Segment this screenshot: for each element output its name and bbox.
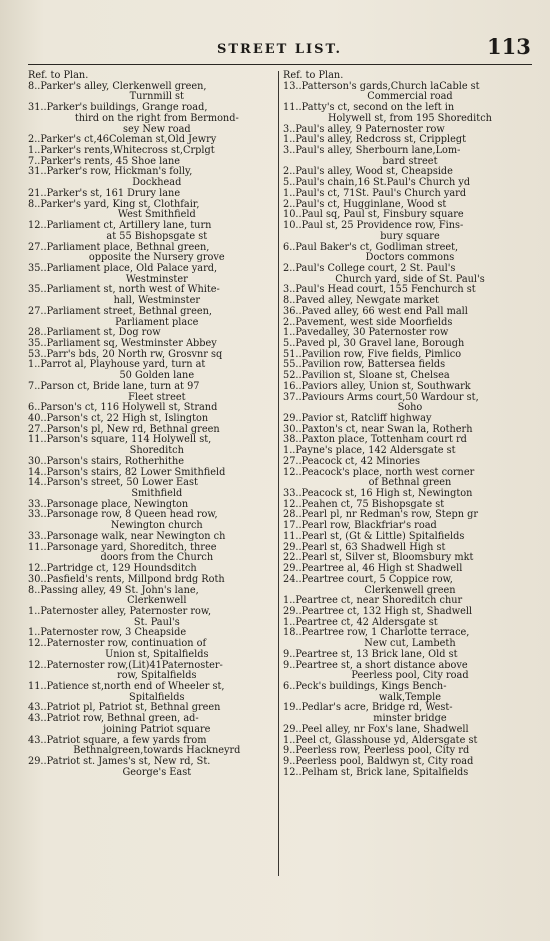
street-entry-continuation: hall, Westminster — [113, 294, 200, 307]
street-entry-text: 53..Parr's bds, 20 North rw, Grosvnr sq — [28, 347, 223, 360]
street-entry — [283, 242, 524, 263]
street-entry-text: 35..Parliament place, Old Palace yard, — [28, 261, 218, 274]
street-entry-continuation: Bethnalgreen,towards Hackneyrd — [73, 744, 241, 757]
street-entry-text: 40..Parson's ct, 22 High st, Islington — [28, 412, 209, 424]
street-entry — [283, 660, 524, 681]
street-entry-continuation: Doctors commons — [365, 251, 455, 264]
street-entry-text: 2..Paul's College court, 2 St. Paul's — [283, 261, 456, 274]
street-entry-continuation: bury square — [380, 229, 440, 242]
street-entry-continuation: bard street — [382, 154, 438, 167]
street-entry-text: 27..Peacock ct, 42 Minories — [283, 454, 420, 467]
street-entry-text: 43..Patriot pl, Patriot st, Bethnal green — [28, 701, 221, 714]
street-entry-text: 1..Paul's alley, Redcross st, Cripplegt — [283, 133, 467, 146]
street-entry-text: 6..Parson's ct, 116 Holywell st, Strand — [28, 401, 218, 414]
street-entry-text: 11..Patty's ct, second on the left in — [283, 101, 455, 114]
street-entry-text: 11..Patience st,north end of Wheeler st, — [28, 679, 225, 692]
street-entry-text: 3..Paul's alley, 9 Paternoster row — [283, 122, 445, 135]
street-entry-text: 51..Pavilion row, Five fields, Pimlico — [283, 347, 462, 360]
header-rule — [28, 64, 532, 65]
street-entry-continuation: St. Paul's — [133, 615, 180, 628]
street-entry-text: 2..Pavement, west side Moorfields — [283, 315, 453, 328]
street-entry-text: 14..Parson's stairs, 82 Lower Smithfield — [28, 465, 226, 478]
street-entry — [28, 199, 273, 220]
street-entry — [28, 660, 273, 681]
street-entry-text: 1..Parker's rents,Whitecross st,Crplgt — [28, 144, 215, 157]
street-entry-text: 7..Parson ct, Bride lane, turn at 97 — [28, 379, 200, 392]
street-entry — [283, 81, 524, 102]
street-entry-text: 29..Pavior st, Ratcliff highway — [283, 412, 432, 424]
street-entry-text: 29..Peartree al, 46 High st Shadwell — [283, 562, 463, 575]
street-entry-text: 12..Peacock's place, north west corner — [283, 465, 475, 478]
street-entry-text: 8..Parker's yard, King st, Clothfair, — [28, 197, 200, 210]
street-entry-text: 8..Parker's alley, Clerkenwell green, — [28, 79, 207, 92]
street-entry-text: 11..Parsonage yard, Shoreditch, three — [28, 540, 217, 553]
street-entry-text: 2..Paul's alley, Wood st, Cheapside — [283, 165, 453, 178]
street-entry-text: 1..Peel ct, Glasshouse yd, Aldersgate st — [283, 733, 478, 746]
column-divider — [278, 71, 279, 876]
street-entry — [283, 681, 524, 702]
street-entry-text: 28..Pearl pl, nr Redman's row, Stepn gr — [283, 508, 478, 521]
street-entry-text: 14..Parson's street, 50 Lower East — [28, 476, 198, 489]
street-entry-text: 36..Paved alley, 66 west end Pall mall — [283, 304, 468, 317]
street-entry — [28, 477, 273, 498]
street-entry-text: 35..Parliament st, north west of White- — [28, 283, 220, 296]
street-entry-text: 9..Peerless pool, Baldwyn st, City road — [283, 755, 474, 767]
street-entry-text: 28..Parliament st, Dog row — [28, 326, 161, 339]
page-number: 113 — [487, 34, 531, 59]
street-entry-text: 11..Parson's square, 114 Holywell st, — [28, 433, 212, 446]
street-entry-text: 3..Paul's Head court, 155 Fenchurch st — [283, 283, 476, 296]
street-entry-text: 3..Paul's alley, Sherbourn lane,Lom- — [283, 144, 461, 157]
street-entry-text: 55..Pavilion row, Battersea fields — [283, 358, 446, 371]
street-entry — [283, 392, 524, 413]
street-entry-continuation: joining Patriot square — [103, 722, 211, 735]
street-entry-continuation: New cut, Lambeth — [364, 637, 456, 650]
street-entry-continuation: third on the right from Bermond- sey New road — [74, 111, 239, 135]
street-entry-text: 29..Pearl st, 63 Shadwell High st — [283, 540, 446, 553]
street-entry — [28, 242, 273, 263]
street-entry-text: 7..Parker's rents, 45 Shoe lane — [28, 154, 181, 167]
street-entry — [283, 767, 524, 778]
street-entry-continuation: Clerkenwell green — [364, 583, 456, 596]
street-entry-text: 1..Payne's place, 142 Aldersgate st — [283, 444, 456, 457]
street-entry-continuation: Holywell st, from 195 Shoreditch — [327, 111, 492, 124]
street-entry-text: 35..Parliament sq, Westminster Abbey — [28, 336, 217, 349]
street-entry — [28, 359, 273, 380]
street-entry — [283, 381, 524, 392]
street-entry-continuation: George's East — [122, 765, 192, 778]
street-entry-text: 6..Peck's buildings, Kings Bench- — [283, 679, 447, 692]
street-entry-text: 1..Paternoster row, 3 Cheapside — [28, 626, 187, 639]
street-entry-continuation: doors from the Church — [100, 551, 214, 564]
street-entry — [28, 606, 273, 627]
street-entry-text: 2..Parker's ct,46Coleman st,Old Jewry — [28, 133, 217, 146]
street-entry-text: 1..Peartree ct, near Shoreditch chur — [283, 594, 463, 607]
street-entry — [28, 735, 273, 756]
street-entry-text: 10..Paul st, 25 Providence row, Fins- — [283, 219, 464, 232]
street-entry-text: 11..Pearl st, (Gt & Little) Spitalfields — [283, 529, 465, 542]
street-entry-text: 33..Parsonage row, 8 Queen head row, — [28, 508, 218, 521]
street-entry-text: 16..Paviors alley, Union st, Southwark — [283, 379, 471, 392]
page-header — [0, 34, 550, 60]
street-entry-text: 37..Paviours Arms court,50 Wardour st, — [283, 390, 479, 403]
street-entry-text: 1..Paternoster alley, Paternoster row, — [28, 604, 212, 617]
street-entry — [28, 381, 273, 402]
street-entry-text: 12..Paternoster row, continuation of — [28, 637, 207, 650]
street-entry-text: 5..Paul's chain,16 St.Paul's Church yd — [283, 176, 471, 189]
street-entry-text: 9..Peerless row, Peerless pool, City rd — [283, 744, 470, 757]
street-entry-continuation: Clerkenwell — [127, 594, 187, 607]
street-entry-continuation: West Smithfield — [117, 208, 196, 221]
street-entry-text: 30..Paxton's ct, near Swan la, Rotherh — [283, 422, 473, 435]
street-entry — [28, 713, 273, 734]
street-entry-text: 12..Partridge ct, 129 Houndsditch — [28, 562, 197, 575]
street-entry-continuation: 50 Golden lane — [119, 369, 195, 382]
street-entry — [28, 638, 273, 659]
street-entry — [28, 263, 273, 284]
street-entry-text: 12..Pelham st, Brick lane, Spitalfields — [283, 765, 469, 778]
street-entry — [283, 574, 524, 595]
street-entry-text: 18..Peartree row, 1 Charlotte terrace, — [283, 626, 470, 639]
street-entry — [283, 263, 524, 284]
street-entry-continuation: Newington church — [110, 519, 203, 532]
street-entry-text: 17..Pearl row, Blackfriar's road — [283, 519, 437, 532]
left-column — [28, 70, 273, 777]
column-heading: Ref. to Plan. — [28, 69, 89, 81]
street-entry-text: 12..Paternoster row,(Lit)41Paternoster- — [28, 658, 223, 671]
street-entry — [28, 585, 273, 606]
street-entry — [28, 542, 273, 563]
street-entry-text: 9..Peartree st, 13 Brick lane, Old st — [283, 647, 458, 660]
street-entry — [283, 467, 524, 488]
street-entry-continuation: Commercial road — [367, 90, 453, 103]
street-entry — [28, 81, 273, 102]
street-entry-text: 1..Paul's ct, 71St. Paul's Church yard — [283, 186, 467, 199]
street-entry-continuation: row, Spitalfields — [117, 669, 197, 682]
street-entry-continuation: Smithfield — [131, 487, 183, 500]
street-entry-continuation: opposite the Nursery grove — [88, 251, 225, 264]
street-entry-text: 30..Parson's stairs, Rotherhithe — [28, 454, 184, 467]
street-entry-text: 12..Peahen ct, 75 Bishopsgate st — [283, 497, 445, 510]
street-entry — [283, 102, 524, 123]
street-entry-text: 1..Pavedalley, 30 Paternoster row — [283, 326, 449, 339]
street-entry — [28, 681, 273, 702]
street-entry-continuation: Westminster — [125, 272, 188, 285]
street-entry — [283, 306, 524, 317]
street-entry-continuation: Turnmill st — [129, 90, 184, 103]
street-entry-text: 6..Paul Baker's ct, Godliman street, — [283, 240, 459, 253]
street-entry-text: 27..Parson's pl, New rd, Bethnal green — [28, 422, 220, 435]
street-entry-text: 33..Peacock st, 16 High st, Newington — [283, 487, 473, 500]
street-entry — [283, 724, 524, 735]
street-entry-continuation: of Bethnal green — [368, 476, 452, 489]
street-entry-text: 27..Parliament place, Bethnal green, — [28, 240, 210, 253]
street-entry — [28, 434, 273, 455]
street-entry — [28, 756, 273, 777]
street-entry-text: 21..Parker's st, 161 Drury lane — [28, 186, 181, 199]
street-entry-text: 9..Peartree st, a short distance above — [283, 658, 468, 671]
street-entry-text: 8..Paved alley, Newgate market — [283, 294, 439, 307]
street-entry-text: 33..Parsonage place, Newington — [28, 497, 189, 510]
street-entry-text: 29..Peartree ct, 132 High st, Shadwell — [283, 604, 473, 617]
street-entry-continuation: walk,Temple — [378, 690, 442, 703]
street-entry — [28, 220, 273, 241]
street-entry-continuation: Church yard, side of St. Paul's — [335, 272, 485, 285]
street-entry — [28, 166, 273, 187]
street-entry-text: 29..Patriot st. James's st, New rd, St. — [28, 755, 211, 767]
street-entry-text: 1..Parrot al, Playhouse yard, turn at — [28, 358, 206, 371]
street-entry-text: 5..Paved pl, 30 Gravel lane, Borough — [283, 336, 465, 349]
street-entry — [283, 702, 524, 723]
street-entry — [28, 284, 273, 305]
street-entry-text: 31..Parker's row, Hickman's folly, — [28, 165, 193, 178]
street-entry-text: 38..Paxton place, Tottenham court rd — [283, 433, 467, 446]
street-entry — [283, 627, 524, 648]
street-entry — [283, 220, 524, 241]
street-entry — [28, 102, 273, 134]
street-entry-continuation: Soho — [397, 401, 423, 414]
column-heading: Ref. to Plan. — [283, 69, 344, 81]
street-entry-text: 12..Parliament ct, Artillery lane, turn — [28, 219, 212, 232]
street-entry-text: 27..Parliament street, Bethnal green, — [28, 304, 212, 317]
street-entry-text: 43..Patriot square, a few yards from — [28, 733, 207, 746]
street-entry — [283, 456, 524, 467]
street-entry-text: 30..Pasfield's rents, Millpond brdg Roth — [28, 572, 225, 585]
street-entry-continuation: at 55 Bishopsgate st — [106, 229, 208, 242]
street-entry-text: 24..Peartree court, 5 Coppice row, — [283, 572, 453, 585]
street-entry-continuation: Union st, Spitalfields — [105, 647, 209, 660]
street-entry-text: 29..Peel alley, nr Fox's lane, Shadwell — [283, 722, 469, 735]
street-entry-text: 33..Parsonage walk, near Newington ch — [28, 529, 226, 542]
street-entry — [28, 456, 273, 467]
street-entry-text: 8..Passing alley, 49 St. John's lane, — [28, 583, 199, 596]
street-entry-text: 31..Parker's buildings, Grange road, — [28, 101, 208, 114]
street-entry-continuation: Peerless pool, City road — [351, 669, 469, 682]
street-entry — [283, 145, 524, 166]
street-entry — [28, 574, 273, 585]
street-entry-text: 10..Paul sq, Paul st, Finsbury square — [283, 208, 464, 221]
street-entry-text: 2..Paul's ct, Hugginlane, Wood st — [283, 197, 447, 210]
street-entry-continuation: Dockhead — [132, 176, 182, 189]
street-entry-continuation: Shoreditch — [129, 444, 184, 457]
right-column — [283, 70, 524, 777]
street-entry-continuation: Parliament place — [115, 315, 199, 328]
street-entry-text: 13..Patterson's gards,Church laCable st — [283, 79, 480, 92]
street-entry-continuation: Spitalfields — [129, 690, 185, 703]
street-entry-continuation: minster bridge — [373, 712, 447, 725]
street-entry-text: 22..Pearl st, Silver st, Bloomsbury mkt — [283, 551, 474, 564]
street-entry-text: 52..Pavilion st, Sloane st, Chelsea — [283, 369, 450, 382]
street-entry-text: 1..Peartree ct, 42 Aldersgate st — [283, 615, 438, 628]
street-entry-continuation: Fleet street — [128, 390, 186, 403]
street-entry — [28, 306, 273, 327]
street-entry-text: 19..Pedlar's acre, Bridge rd, West- — [283, 701, 453, 714]
running-title: STREET LIST. — [217, 42, 343, 57]
street-entry — [283, 649, 524, 660]
street-entry-text: 43..Patriot row, Bethnal green, ad- — [28, 712, 199, 725]
street-entry — [28, 509, 273, 530]
